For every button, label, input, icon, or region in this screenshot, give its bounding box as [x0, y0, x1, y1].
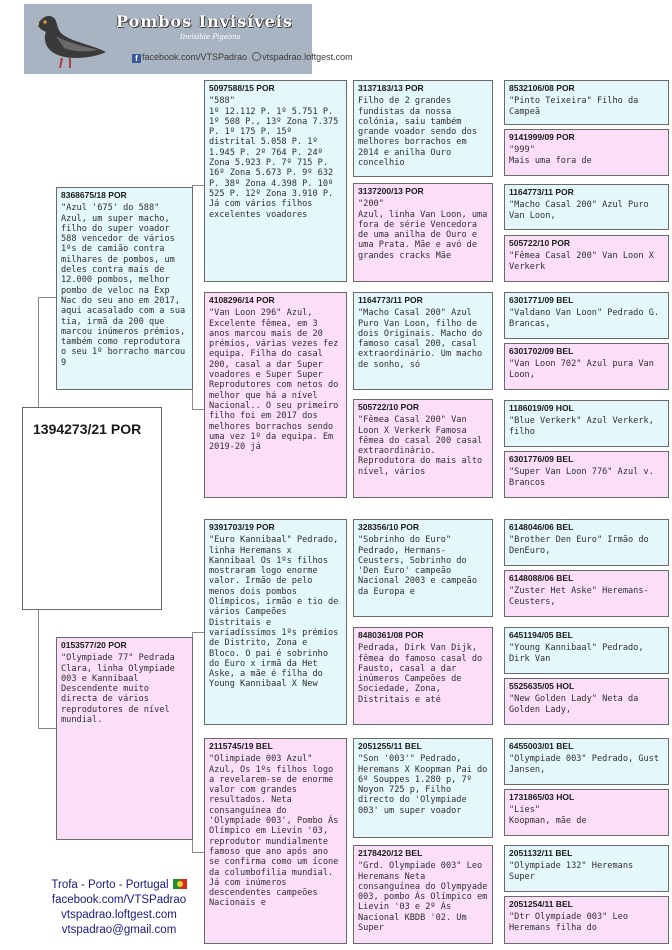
- ring-id: 9141999/09 POR: [509, 132, 575, 142]
- dam-box: [56, 637, 193, 840]
- ring-id: 8480361/08 POR: [358, 630, 424, 640]
- gen4-box: [504, 627, 669, 674]
- pigeon-description: "Dtr Olympiade 003" Leo Heremans filha do: [509, 912, 634, 933]
- ring-id: 505722/10 POR: [358, 402, 419, 412]
- ring-id: 8532106/08 POR: [509, 83, 575, 93]
- subject-box: [22, 407, 162, 610]
- gen4-box: [504, 789, 669, 836]
- pigeon-description: "Super Van Loon 776" Azul v. Brancos: [509, 467, 660, 488]
- pigeon-description: "Fêmea Casal 200" Van Loon X Verkerk Famosa fêmea do casal 200 casal extraordinário. Reprodutora do mais alto nível, vários: [358, 415, 488, 477]
- website-contact[interactable]: vtspadrao.loftgest.com: [61, 909, 177, 921]
- gen4-box: [504, 738, 669, 785]
- gen4-box: [504, 845, 669, 892]
- ring-id: 1164773/11 POR: [358, 295, 423, 305]
- pigeon-description: "Zuster Het Aske" Heremans-Ceusters,: [509, 586, 649, 607]
- ring-id: 2051255/11 BEL: [358, 741, 422, 751]
- pigeon-description: "Olympiade 003" Pedrado, Gust Jansen,: [509, 754, 665, 775]
- ring-id: 3137200/13 POR: [358, 186, 424, 196]
- pigeon-description: "Azul '675' do 588" Azul, um super macho, filho do super voador 588 vencedor de vários 1ºs de camião contra milhares de pombos, um deles contra mais de 12.000 pombos, melhor pombo de veloc na Exp Nac do seu ano em 2017, aqui acasalado com a sua tia, irmã da 200 que marcou inúmeros prémios, também como reprodutora o seu 1º borracho marcou 9: [61, 203, 191, 368]
- pigeon-description: "Van Loon 296" Azul, Excelente fêmea, em 3 anos marcou mais de 20 prémios, várias vezes fez equipa. Filha do casal 200, casal a dar Super voadores e Super Super Reprodutores com netos do melhor que há a nível Nacional.. O seu primeiro filho foi em 2017 dos melhores borrachos sendo uma vez 1º da equipa. Em 2019-20 já: [209, 308, 344, 453]
- pigeon-description: "Sobrinho do Euro" Pedrado, Hermans-Ceusters, Sobrinho do 'Den Euro' campeão Nacional 2003 e campeão da Europa e: [358, 535, 483, 597]
- pigeon-description: "Macho Casal 200" Azul Puro Van Loon,: [509, 200, 654, 221]
- pigeon-description: "200" Azul, linha Van Loon, uma fora de série Vencedora de uma anilha de Ouro e uma Prata. Mãe e avó de grandes cracks Mãe: [358, 199, 488, 261]
- pigeon-description: "Olympiade 77" Pedrada Clara, linha Olympiade 003 e Kannibaal Descendente muito directa de vários reprodutores de nível mundial.: [61, 653, 181, 726]
- pigeon-description: Filho de 2 grandes fundistas da nossa colónia, saiu também grande voador sendo dos melhores borrachos em 2014 e anilha Ouro concelhio: [358, 96, 483, 169]
- globe-icon: [252, 52, 261, 61]
- subject-ring-id: 1394273/21 POR: [33, 421, 142, 437]
- great-grandparent-box: [353, 738, 493, 838]
- pigeon-description: "588" 1º 12.112 P. 1º 5.751 P. 1º 508 P., 13º Zona 7.375 P. 1º 175 P. 15º distrital 5.058 P. 1º 1.945 P. 2º 764 P. 24º Zona 5.923 P. 7º 715 P. 16º Zona 5.673 P. 9º 632 P. 38º Zona 4.398 P. 10º 525 P. 12º Zona 3.910 P. Já com vários filhos excelentes voadores: [209, 96, 339, 220]
- pigeon-description: Pedrada, Dirk Van Dijk, fêmea do famoso casal do Fausto, casal a dar inúmeros Campeões de Sociedade, Zona, Distritais e até: [358, 643, 488, 705]
- ring-id: 2115745/19 BEL: [209, 741, 273, 751]
- ring-id: 505722/10 POR: [509, 238, 570, 248]
- great-grandparent-box: [353, 519, 493, 617]
- connector-line: [192, 409, 204, 410]
- ring-id: 1186019/09 HOL: [509, 403, 574, 413]
- gen4-box: [504, 343, 669, 390]
- pigeon-description: "999" Mais uma fora de: [509, 145, 592, 166]
- ring-id: 1164773/11 POR: [509, 187, 574, 197]
- pigeon-description: "New Golden Lady" Neta da Golden Lady,: [509, 694, 644, 715]
- gen4-box: [504, 400, 669, 447]
- pigeon-description: "Euro Kannibaal" Pedrado, linha Heremans x Kannibaal Os 1ºs filhos mostraram logo enorme valor. Irmão de pelo menos dois pombos Olímpicos, irmão e tio de vários Campeões Distritais e variadíssimos 1ºs prémios de Distrito, Zona e Bloco. O pai é sobrinho do Euro x irmã da Het Aske, a mãe é filha do Young Kannibaal X New: [209, 535, 344, 690]
- ring-id: 4108296/14 POR: [209, 295, 275, 305]
- great-grandparent-box: [353, 627, 493, 725]
- ring-id: 2051254/11 BEL: [509, 899, 573, 909]
- pigeon-description: "Macho Casal 200" Azul Puro Van Loon, filho de dois Originais. Macho do famoso casal 200, casal extraordinário. Um macho de sonho, só: [358, 308, 488, 370]
- ring-id: 5525635/05 HOL: [509, 681, 575, 691]
- gen4-box: [504, 292, 669, 339]
- pigeon-description: "Valdano Van Loon" Pedrado G. Brancas,: [509, 308, 665, 329]
- connector-line: [38, 610, 39, 728]
- pigeon-description: "Brother Den Euro" Irmão do DenEuro,: [509, 535, 654, 556]
- portugal-flag-icon: [173, 879, 187, 889]
- gen4-box: [504, 80, 669, 125]
- pigeon-description: "Olympiade 132" Heremans Super: [509, 861, 639, 882]
- great-grandparent-box: [353, 80, 493, 177]
- facebook-contact[interactable]: facebook.com/VTSPadrao: [51, 894, 187, 906]
- grandparent-box: [204, 519, 347, 725]
- location-text: Trofa - Porto - Portugal: [51, 879, 169, 891]
- pigeon-description: "Grd. Olympiade 003" Leo Heremans Neta consanguínea do Olympyade 003, pombo Ás Olímpico em Lievin '03 e 2º Ás Nacional KBDB '02. Um Super: [358, 861, 493, 934]
- grandparent-box: [204, 80, 347, 282]
- sire-box: [56, 187, 193, 390]
- pigeon-description: "Lies" Koopman, mãe de: [509, 805, 587, 826]
- great-grandparent-box: [353, 183, 493, 282]
- ring-id: 6301771/09 BEL: [509, 295, 574, 305]
- ring-id: 6148088/06 BEL: [509, 573, 574, 583]
- pigeon-description: "Young Kannibaal" Pedrado, Dirk Van: [509, 643, 649, 664]
- gen4-box: [504, 570, 669, 617]
- gen4-box: [504, 896, 669, 944]
- facebook-link[interactable]: facebook.com/VTSPadrao: [142, 52, 248, 62]
- gen4-box: [504, 451, 669, 498]
- gen4-box: [504, 519, 669, 566]
- ring-id: 2178420/12 BEL: [358, 848, 423, 858]
- connector-line: [192, 185, 204, 186]
- location-line: [38, 878, 200, 893]
- ring-id: 328356/10 POR: [358, 522, 419, 532]
- ring-id: 8368675/18 POR: [61, 190, 127, 200]
- ring-id: 2051132/11 BEL: [509, 848, 573, 858]
- email-contact[interactable]: vtspadrao@gmail.com: [61, 924, 177, 936]
- great-grandparent-box: [353, 399, 493, 498]
- connector-line: [38, 728, 56, 729]
- pigeon-description: "Pinto Teixeira" Filho da Campeã: [509, 96, 644, 117]
- header-banner: [24, 4, 353, 74]
- ring-id: 1731865/03 HOL: [509, 792, 575, 802]
- website-link[interactable]: vtspadrao.loftgest.com: [262, 52, 353, 62]
- ring-id: 6301702/09 BEL: [509, 346, 574, 356]
- gen4-box: [504, 129, 669, 176]
- connector-line: [192, 632, 204, 633]
- facebook-icon: f: [132, 54, 141, 63]
- ring-id: 6301776/09 BEL: [509, 454, 574, 464]
- grandparent-box: [204, 292, 347, 498]
- pigeon-description: "Son '003'" Pedrado, Heremans X Koopman Pai do 6º Souppes 1.280 p, 7º Noyon 725 p, Filho directo do 'Olympiade 003' um super voador: [358, 754, 493, 816]
- great-grandparent-box: [353, 292, 493, 390]
- brand-subtitle: Invisible Pigeons: [180, 33, 241, 41]
- contact-block: [38, 878, 200, 938]
- pigeon-description: "Van Loon 702" Azul pura Van Loon,: [509, 359, 660, 380]
- ring-id: 0153577/20 POR: [61, 640, 127, 650]
- pigeon-description: "Blue Verkerk" Azul Verkerk, filho: [509, 416, 660, 437]
- brand-links: [132, 52, 353, 63]
- connector-line: [192, 852, 204, 853]
- great-grandparent-box: [353, 845, 493, 944]
- ring-id: 3137183/13 POR: [358, 83, 424, 93]
- pigeon-logo-icon: [32, 6, 112, 72]
- gen4-box: [504, 235, 669, 282]
- ring-id: 6455003/01 BEL: [509, 741, 574, 751]
- pigeon-description: "Fêmea Casal 200" Van Loon X Verkerk: [509, 251, 660, 272]
- gen4-box: [504, 184, 669, 230]
- brand-title: Pombos Invisíveis: [116, 12, 293, 31]
- connector-line: [38, 297, 56, 298]
- ring-id: 9391703/19 POR: [209, 522, 275, 532]
- connector-line: [38, 297, 39, 408]
- ring-id: 6148046/06 BEL: [509, 522, 574, 532]
- pigeon-description: "Olimpiade 003 Azul" Azul, Os 1ºs filhos logo a revelarem-se de enorme valor com grandes resultados. Neta consanguínea do 'Olympiade 003', Pombo Ás Olímpico em Lievin '03, reprodutor mundialmente famoso que ano após ano se confirma como um ícone da columbofilia mundial. Já com inúmeros descendentes campeões Nacionais e: [209, 754, 344, 909]
- ring-id: 5097588/15 POR: [209, 83, 275, 93]
- ring-id: 6451194/05 BEL: [509, 630, 573, 640]
- grandparent-box: [204, 738, 347, 944]
- gen4-box: [504, 678, 669, 725]
